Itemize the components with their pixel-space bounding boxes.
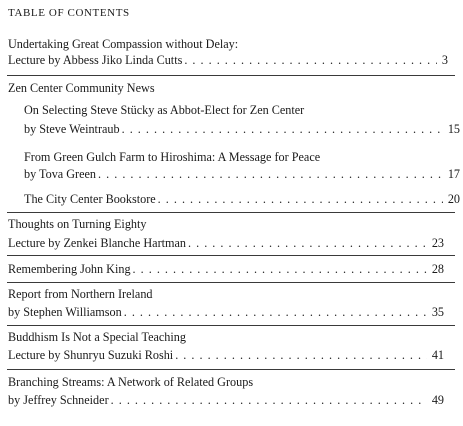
dot-leader (98, 166, 443, 182)
toc-heading: TABLE OF CONTENTS (8, 7, 130, 19)
entry-title: The City Center Bookstore (24, 192, 156, 206)
toc-entry (8, 347, 444, 363)
entry-title: From Green Gulch Farm to Hiroshima: A Message for Peace (24, 150, 321, 164)
entry-title: Buddhism Is Not a Special Teaching (8, 330, 186, 344)
page-number: 28 (431, 262, 444, 276)
entry-title: On Selecting Steve Stücky as Abbot-Elect for Zen Center (24, 103, 305, 117)
divider (7, 75, 455, 76)
entry-byline: Lecture by Abbess Jiko Linda Cutts (8, 53, 183, 67)
entry-title: Report from Northern Ireland (8, 287, 153, 301)
toc-entry (8, 235, 444, 251)
toc-entry (24, 121, 460, 137)
entry-title: Branching Streams: A Network of Related Groups (8, 375, 254, 389)
entry-byline: by Tova Green (24, 167, 97, 181)
divider (7, 369, 455, 370)
divider (7, 325, 455, 326)
toc-entry (8, 52, 448, 68)
section-title: Zen Center Community News (8, 81, 155, 95)
entry-byline: by Stephen Williamson (8, 305, 122, 319)
entry-byline: by Jeffrey Schneider (8, 393, 109, 407)
page-number: 17 (447, 167, 460, 181)
entry-byline: by Steve Weintraub (24, 122, 120, 136)
entry-title: Remembering John King (8, 262, 131, 276)
page-number: 15 (447, 122, 460, 136)
toc-entry (8, 392, 444, 408)
divider (7, 282, 455, 283)
entry-byline: Lecture by Zenkei Blanche Hartman (8, 236, 186, 250)
dot-leader (124, 304, 427, 320)
dot-leader (158, 191, 443, 207)
dot-leader (184, 52, 437, 68)
page-number: 49 (431, 393, 444, 407)
page-number: 23 (431, 236, 444, 250)
page-number: 20 (447, 192, 460, 206)
toc-entry (8, 261, 444, 277)
entry-byline: Lecture by Shunryu Suzuki Roshi (8, 348, 174, 362)
page-number: 3 (441, 53, 448, 67)
page-number: 35 (431, 305, 444, 319)
dot-leader (175, 347, 427, 363)
toc-entry (24, 166, 460, 182)
dot-leader (133, 261, 427, 277)
divider (7, 212, 455, 213)
dot-leader (111, 392, 427, 408)
toc-entry (24, 191, 460, 207)
dot-leader (122, 121, 443, 137)
toc-entry (8, 304, 444, 320)
entry-title: Undertaking Great Compassion without Delay: (8, 37, 239, 51)
divider (7, 255, 455, 256)
dot-leader (188, 235, 427, 251)
entry-title: Thoughts on Turning Eighty (8, 217, 147, 231)
page-number: 41 (431, 348, 444, 362)
